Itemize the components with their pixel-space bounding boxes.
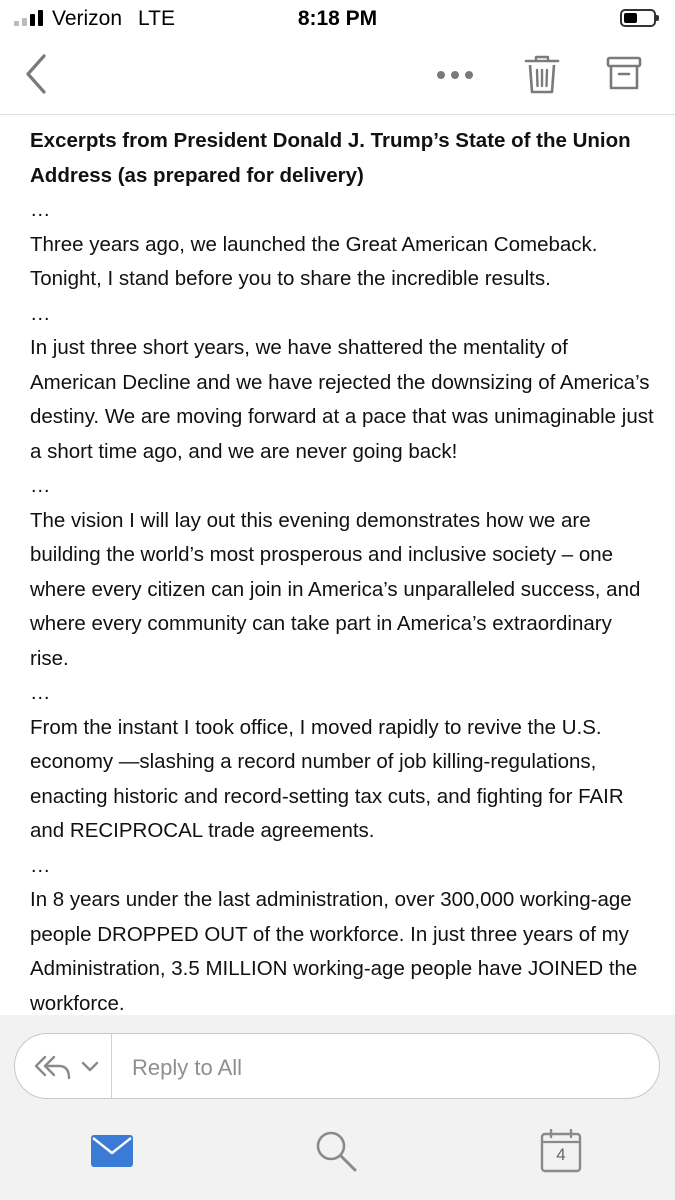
more-horizontal-icon bbox=[436, 69, 474, 81]
tab-search[interactable] bbox=[313, 1129, 359, 1173]
paragraph: … bbox=[30, 198, 51, 221]
reply-options-button[interactable] bbox=[15, 1034, 112, 1098]
paragraph: … bbox=[30, 301, 51, 325]
paragraph: The vision I will lay out this evening demonstrates how we are building the world’s most prosperous and inclusive society – one where every citizen can join in America’s unparalleled success, and where every community can take part in America’s extraordinary rise. bbox=[30, 508, 641, 670]
chevron-left-icon bbox=[22, 52, 52, 96]
back-button[interactable] bbox=[22, 52, 52, 96]
reply-input[interactable] bbox=[130, 1052, 634, 1084]
status-bar bbox=[0, 0, 675, 40]
archive-button[interactable] bbox=[604, 54, 644, 94]
tab-mail[interactable] bbox=[89, 1129, 135, 1173]
message-body bbox=[30, 124, 655, 1014]
delete-button[interactable] bbox=[522, 54, 562, 96]
paragraph: In 8 years under the last administration, over 300,000 working-age people DROPPED OUT of the workforce. In just three years of my Administration, 3.5 MILLION working-age people have JOINED the workforce. bbox=[30, 888, 638, 1014]
network-type: LTE bbox=[138, 7, 176, 30]
paragraph: From the instant I took office, I moved rapidly to revive the U.S. economy —slashing a record number of job killing-regulations, enacting historic and record-setting tax cuts, and fighting for FAIR and RECIPROCAL trade agreements. bbox=[30, 715, 624, 842]
message-toolbar bbox=[0, 40, 675, 115]
carrier-label: Verizon LTE bbox=[52, 7, 176, 30]
paragraph: … bbox=[30, 474, 51, 497]
calendar-day-number: 4 bbox=[556, 1145, 566, 1164]
paragraph: In just three short years, we have shattered the mentality of American Decline and we have rejected the downsizing of America’s destiny. We are moving forward at a pace that was unimaginable just a short time ago, and we are never going back! bbox=[30, 336, 654, 463]
status-time: 8:18 PM bbox=[297, 7, 378, 30]
tab-calendar[interactable] bbox=[538, 1129, 584, 1173]
archive-icon bbox=[604, 54, 644, 94]
more-button[interactable] bbox=[436, 68, 474, 80]
search-icon bbox=[313, 1129, 359, 1173]
mail-icon bbox=[89, 1129, 135, 1173]
tab-bar bbox=[0, 1115, 675, 1200]
reply-field-container bbox=[14, 1033, 660, 1099]
paragraph: … bbox=[30, 853, 51, 877]
reply-all-icon bbox=[33, 1054, 73, 1080]
paragraph: … bbox=[30, 681, 51, 704]
chevron-down-icon bbox=[81, 1061, 99, 1073]
message-subject: Excerpts from President Donald J. Trump’s State of the Union Address (as prepared for delivery) bbox=[30, 129, 631, 187]
reply-bar bbox=[0, 1015, 675, 1115]
paragraph: Three years ago, we launched the Great American Comeback. Tonight, I stand before you to share the incredible results. bbox=[30, 232, 598, 290]
battery-icon bbox=[620, 9, 656, 27]
trash-icon bbox=[522, 54, 562, 96]
